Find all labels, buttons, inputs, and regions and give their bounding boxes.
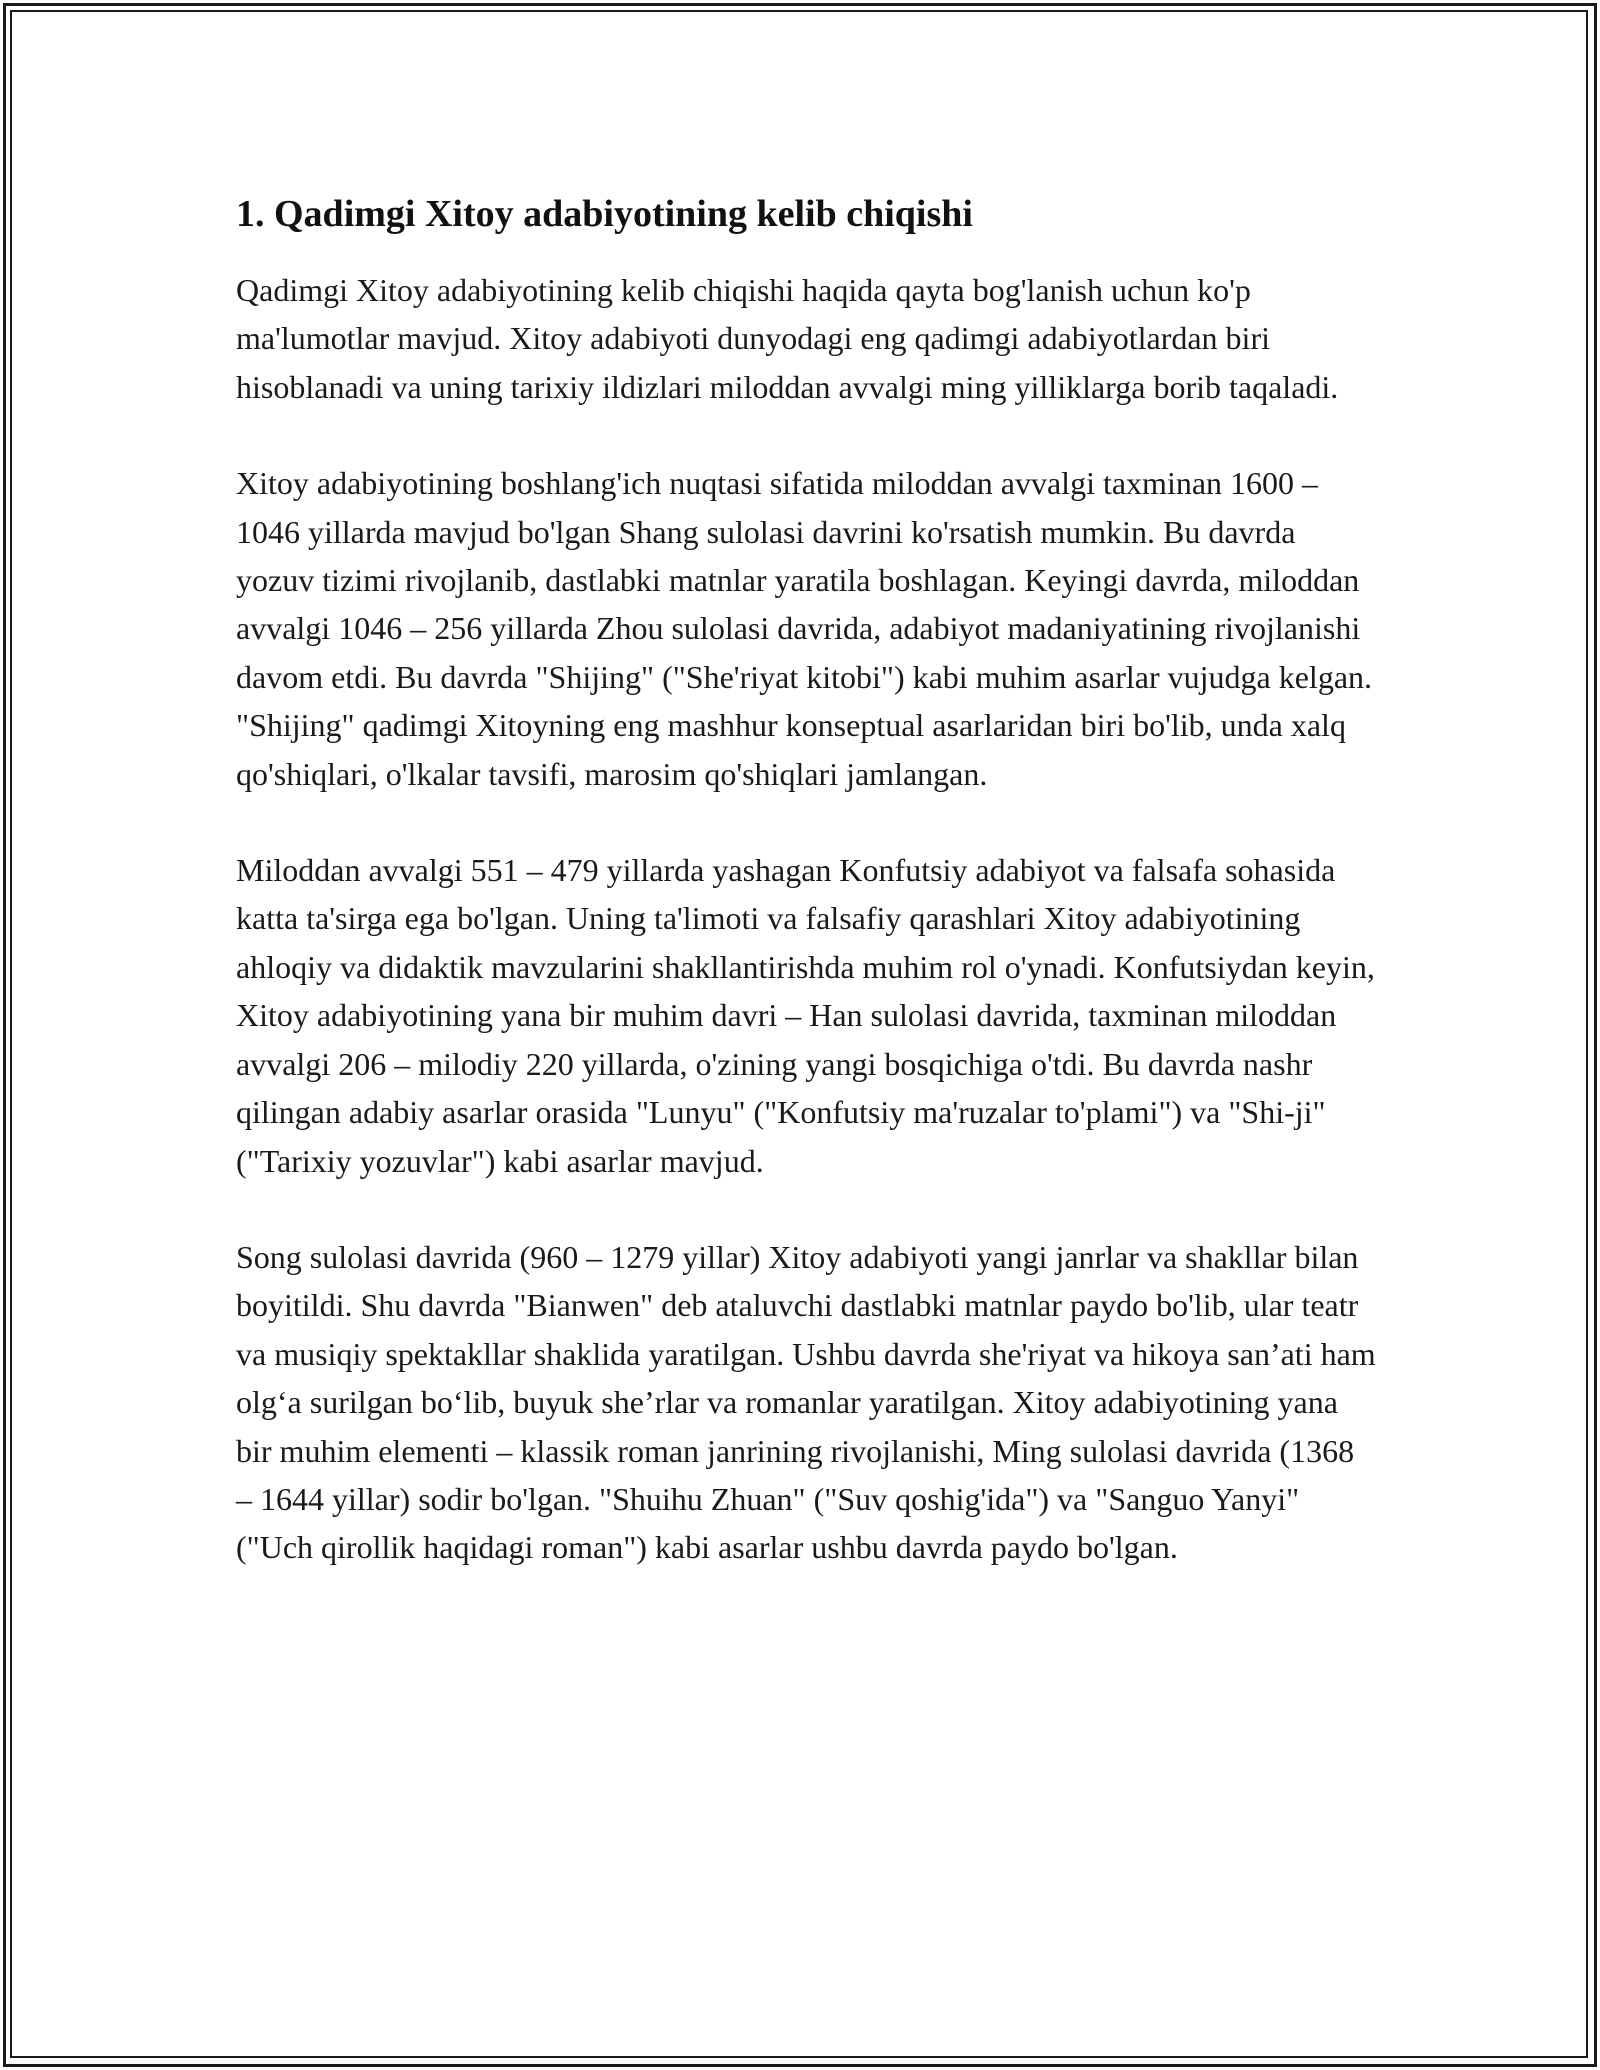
- paragraph-3: Miloddan avvalgi 551 – 479 yillarda yashagan Konfutsiy adabiyot va falsafa sohasida katta ta'sirga ega bo'lgan. Uning ta'limoti va falsafiy qarashlari Xitoy adabiyotining ahloqiy va didaktik mavzularini shakllantirishda muhim rol o'ynadi. Konfutsiydan keyin, Xitoy adabiyotining yana bir muhim davri – Han sulolasi davrida, taxminan miloddan avvalgi 206 – milodiy 220 yillarda, o'zining yangi bosqichiga o'tdi. Bu davrda nashr qilingan adabiy asarlar orasida "Lunyu" ("Konfutsiy ma'ruzalar to'plami") va "Shi-ji" ("Tarixiy yozuvlar") kabi asarlar mavjud.: [236, 852, 1375, 1179]
- paragraph-4: Song sulolasi davrida (960 – 1279 yillar) Xitoy adabiyoti yangi janrlar va shakllar bilan boyitildi. Shu davrda "Bianwen" deb ataluvchi dastlabki matnlar paydo bo'lib, ular teatr va musiqiy spektakllar shaklida yaratilgan. Ushbu davrda she'riyat va hikoya san’ati ham olg‘a surilgan bo‘lib, buyuk she’rlar va romanlar yaratilgan. Xitoy adabiyotining yana bir muhim elementi – klassik roman janrining rivojlanishi, Ming sulolasi davrida (1368 – 1644 yillar) sodir bo'lgan. "Shuihu Zhuan" ("Suv qoshig'ida") va "Sanguo Yanyi" ("Uch qirollik haqidagi roman") kabi asarlar ushbu davrda paydo bo'lgan.: [236, 1238, 1376, 1566]
- paragraph-2: Xitoy adabiyotining boshlang'ich nuqtasi sifatida miloddan avvalgi taxminan 1600 – 1046 yillarda mavjud bo'lgan Shang sulolasi davrini ko'rsatish mumkin. Bu davrda yozuv tizimi rivojlanib, dastlabki matnlar yaratila boshlagan. Keyingi davrda, miloddan avvalgi 1046 – 256 yillarda Zhou sulolasi davrida, adabiyot madaniyatining rivojlanishi davom etdi. Bu davrda "Shijing" ("She'riyat kitobi") kabi muhim asarlar vujudga kelgan. "Shijing" qadimgi Xitoyning eng mashhur konseptual asarlaridan biri bo'lib, unda xalq qo'shiqlari, o'lkalar tavsifi, marosim qo'shiqlari jamlangan.: [236, 465, 1373, 792]
- paragraph-1: Qadimgi Xitoy adabiyotining kelib chiqishi haqida qayta bog'lanish uchun ko'p ma'lumotlar mavjud. Xitoy adabiyoti dunyodagi eng qadimgi adabiyotlardan biri hisoblanadi va uning tarixiy ildizlari miloddan avvalgi ming yilliklarga borib taqaladi.: [236, 272, 1339, 405]
- section-heading: 1. Qadimgi Xitoy adabiyotining kelib chiqishi: [236, 193, 973, 235]
- document-body: [236, 186, 1376, 1620]
